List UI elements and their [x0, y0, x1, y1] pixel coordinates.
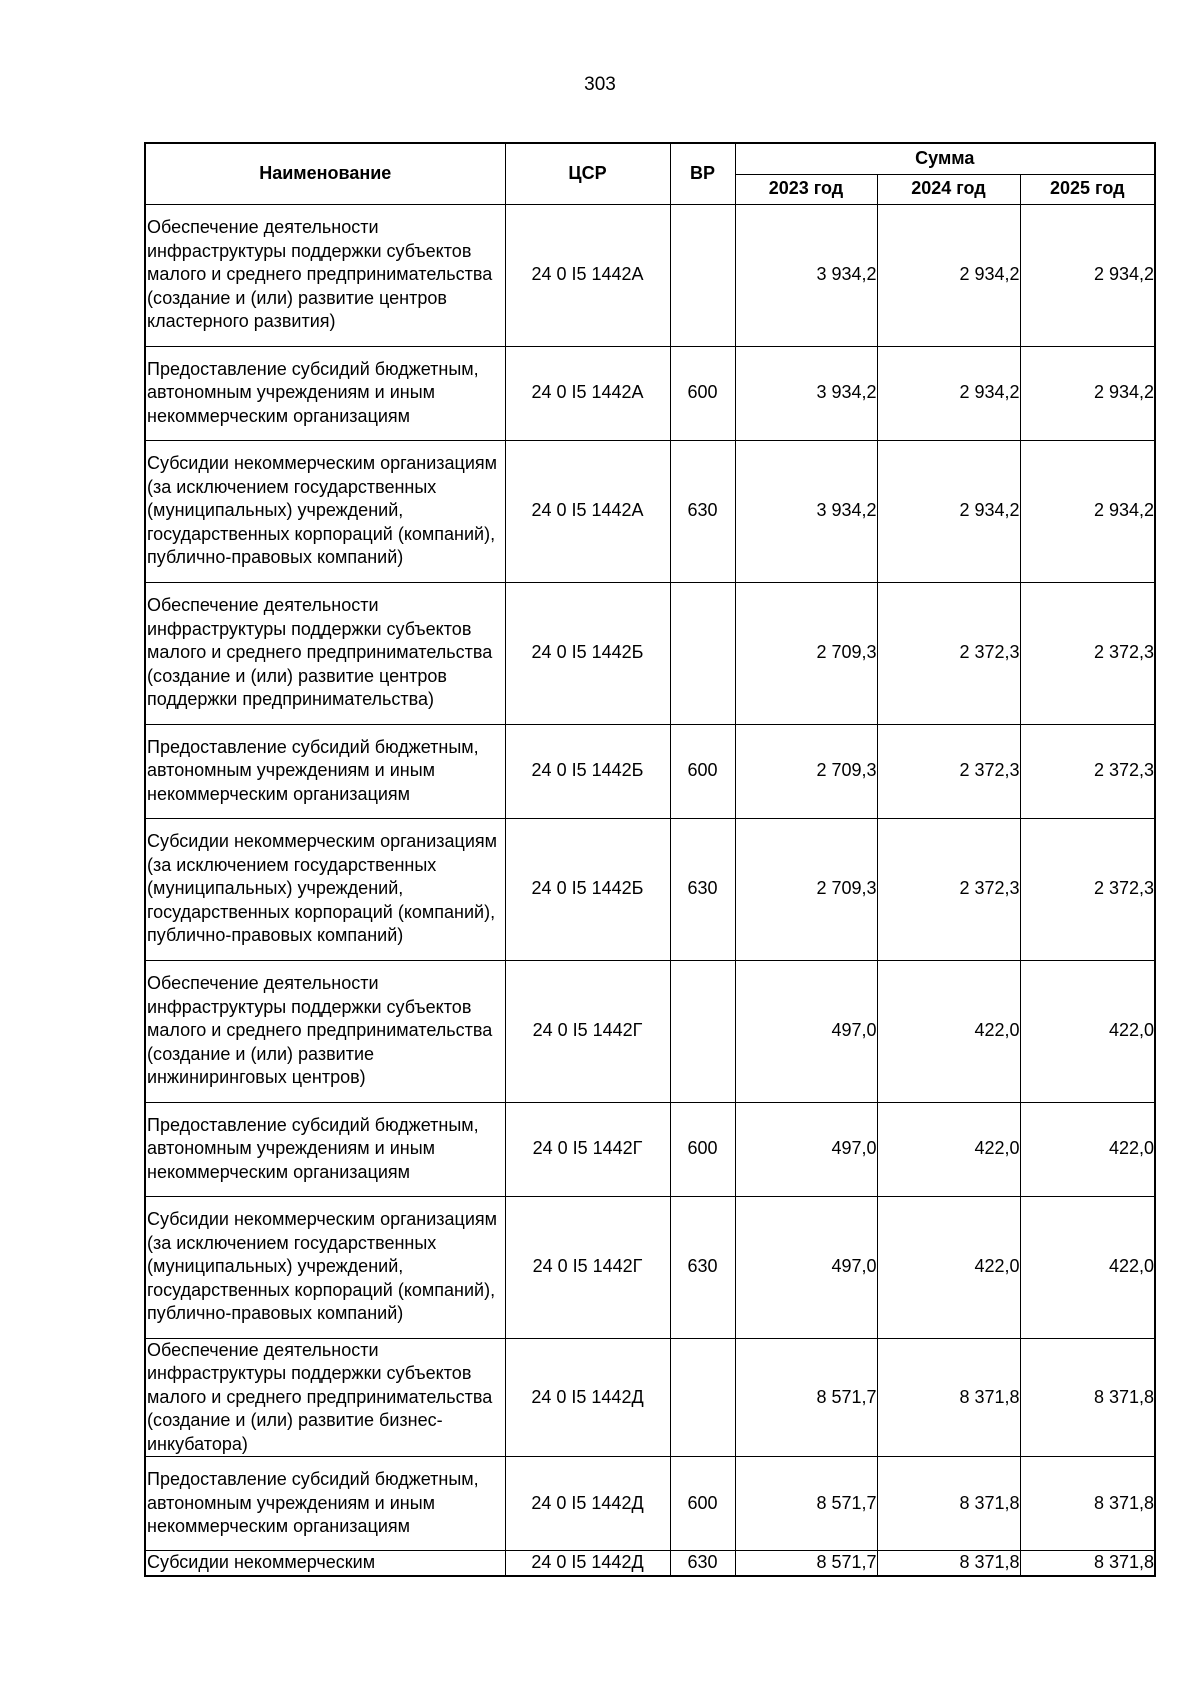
row-vr: [670, 204, 735, 346]
row-sum-2025: 422,0: [1020, 1102, 1155, 1196]
table-row: [145, 1102, 1155, 1196]
row-name: Обеспечение деятельности инфраструктуры поддержки субъектов малого и среднего предпринимательства (создание и (или) развитие центров кластерного развития): [145, 204, 505, 346]
row-sum-2023: 497,0: [735, 1196, 877, 1338]
row-csr: 24 0 I5 1442А: [505, 204, 670, 346]
row-sum-2024: 422,0: [877, 1196, 1020, 1338]
row-name: Субсидии некоммерческим организациям (за исключением государственных (муниципальных) учреждений, государственных корпораций (компаний), публично-правовых компаний): [145, 818, 505, 960]
table-row: [145, 1457, 1155, 1551]
row-sum-2025: 2 934,2: [1020, 346, 1155, 440]
table-body: [145, 204, 1155, 1576]
row-vr: 600: [670, 724, 735, 818]
row-sum-2025: 8 371,8: [1020, 1338, 1155, 1457]
row-csr: 24 0 I5 1442А: [505, 346, 670, 440]
row-vr: 600: [670, 1102, 735, 1196]
row-csr: 24 0 I5 1442Д: [505, 1551, 670, 1576]
row-sum-2023: 497,0: [735, 960, 877, 1102]
row-sum-2024: 422,0: [877, 1102, 1020, 1196]
row-name: Обеспечение деятельности инфраструктуры поддержки субъектов малого и среднего предпринимательства (создание и (или) развитие бизнес-инкубатора): [145, 1338, 505, 1457]
row-csr: 24 0 I5 1442Г: [505, 960, 670, 1102]
row-name: Предоставление субсидий бюджетным, автономным учреждениям и иным некоммерческим организациям: [145, 346, 505, 440]
row-name: Предоставление субсидий бюджетным, автономным учреждениям и иным некоммерческим организациям: [145, 724, 505, 818]
table-row: [145, 818, 1155, 960]
table-row: [145, 1338, 1155, 1457]
row-vr: 630: [670, 1196, 735, 1338]
row-sum-2023: 3 934,2: [735, 346, 877, 440]
table-row: [145, 440, 1155, 582]
row-vr: 630: [670, 818, 735, 960]
table-row: [145, 346, 1155, 440]
row-vr: [670, 960, 735, 1102]
row-vr: 630: [670, 440, 735, 582]
header-sum: Сумма: [735, 143, 1155, 174]
row-sum-2025: 8 371,8: [1020, 1457, 1155, 1551]
row-sum-2023: 2 709,3: [735, 724, 877, 818]
row-sum-2024: 2 934,2: [877, 204, 1020, 346]
row-sum-2023: 3 934,2: [735, 204, 877, 346]
table-row: [145, 582, 1155, 724]
row-sum-2024: 422,0: [877, 960, 1020, 1102]
row-name: Обеспечение деятельности инфраструктуры поддержки субъектов малого и среднего предпринимательства (создание и (или) развитие инжиниринговых центров): [145, 960, 505, 1102]
page-number: 303: [584, 74, 616, 95]
row-name: Субсидии некоммерческим организациям (за исключением государственных (муниципальных) учреждений, государственных корпораций (компаний), публично-правовых компаний): [145, 1196, 505, 1338]
row-sum-2024: 2 934,2: [877, 346, 1020, 440]
row-sum-2023: 3 934,2: [735, 440, 877, 582]
row-sum-2025: 422,0: [1020, 960, 1155, 1102]
row-name: Обеспечение деятельности инфраструктуры поддержки субъектов малого и среднего предпринимательства (создание и (или) развитие центров поддержки предпринимательства): [145, 582, 505, 724]
row-vr: [670, 1338, 735, 1457]
row-sum-2025: 2 934,2: [1020, 440, 1155, 582]
row-csr: 24 0 I5 1442Д: [505, 1457, 670, 1551]
row-sum-2025: 2 372,3: [1020, 724, 1155, 818]
row-name: Предоставление субсидий бюджетным, автономным учреждениям и иным некоммерческим организациям: [145, 1102, 505, 1196]
row-sum-2023: 2 709,3: [735, 818, 877, 960]
table-row: [145, 960, 1155, 1102]
row-sum-2025: 422,0: [1020, 1196, 1155, 1338]
row-vr: [670, 582, 735, 724]
row-sum-2025: 2 934,2: [1020, 204, 1155, 346]
row-sum-2025: 8 371,8: [1020, 1551, 1155, 1576]
header-year-2025: 2025 год: [1020, 174, 1155, 204]
row-vr: 600: [670, 346, 735, 440]
row-sum-2023: 8 571,7: [735, 1338, 877, 1457]
row-sum-2024: 8 371,8: [877, 1338, 1020, 1457]
row-sum-2025: 2 372,3: [1020, 582, 1155, 724]
table-row: [145, 724, 1155, 818]
header-csr: ЦСР: [505, 143, 670, 204]
row-sum-2023: 8 571,7: [735, 1457, 877, 1551]
header-year-2023: 2023 год: [735, 174, 877, 204]
header-vr: ВР: [670, 143, 735, 204]
row-sum-2024: 2 934,2: [877, 440, 1020, 582]
row-csr: 24 0 I5 1442Б: [505, 818, 670, 960]
row-sum-2023: 8 571,7: [735, 1551, 877, 1576]
header-name: Наименование: [145, 143, 505, 204]
row-sum-2025: 2 372,3: [1020, 818, 1155, 960]
row-csr: 24 0 I5 1442Д: [505, 1338, 670, 1457]
table-row: [145, 204, 1155, 346]
row-vr: 630: [670, 1551, 735, 1576]
table-row: [145, 1551, 1155, 1576]
row-sum-2024: 2 372,3: [877, 724, 1020, 818]
row-csr: 24 0 I5 1442Б: [505, 724, 670, 818]
row-sum-2024: 8 371,8: [877, 1551, 1020, 1576]
row-csr: 24 0 I5 1442Г: [505, 1196, 670, 1338]
row-name: Субсидии некоммерческим организациям (за исключением государственных (муниципальных) учреждений, государственных корпораций (компаний), публично-правовых компаний): [145, 440, 505, 582]
row-csr: 24 0 I5 1442Б: [505, 582, 670, 724]
budget-table: [144, 142, 1156, 1577]
row-csr: 24 0 I5 1442А: [505, 440, 670, 582]
row-sum-2024: 2 372,3: [877, 582, 1020, 724]
row-sum-2024: 8 371,8: [877, 1457, 1020, 1551]
row-csr: 24 0 I5 1442Г: [505, 1102, 670, 1196]
row-name: Предоставление субсидий бюджетным, автономным учреждениям и иным некоммерческим организациям: [145, 1457, 505, 1551]
row-name: Субсидии некоммерческим: [145, 1551, 505, 1576]
header-year-2024: 2024 год: [877, 174, 1020, 204]
row-sum-2023: 497,0: [735, 1102, 877, 1196]
row-vr: 600: [670, 1457, 735, 1551]
row-sum-2024: 2 372,3: [877, 818, 1020, 960]
row-sum-2023: 2 709,3: [735, 582, 877, 724]
table-row: [145, 1196, 1155, 1338]
